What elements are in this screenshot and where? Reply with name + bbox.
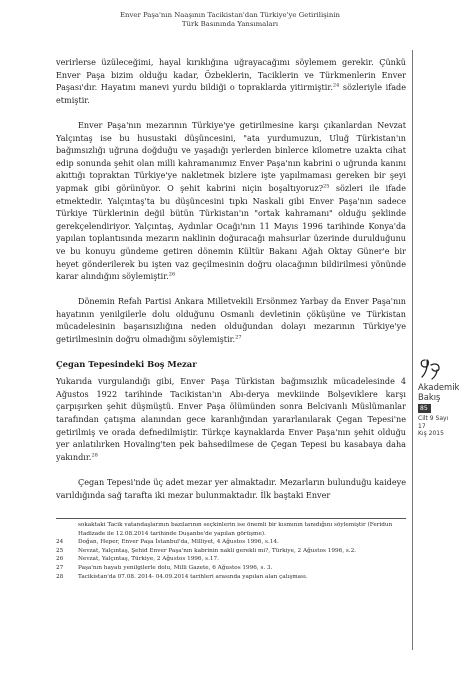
paragraph-2: [56, 119, 406, 283]
footnote-text: Doğan, Heper, Enver Paşa İstanbul'da, Milliyet, 4 Ağustos 1996, s.14.: [78, 539, 279, 546]
paragraph-3: [56, 295, 406, 345]
footnote-number: 27: [56, 564, 64, 571]
journal-logo-icon: [418, 357, 444, 381]
footnote-text: Tacikistan'da 07.08. 2014- 04.09.2014 tarihleri arasında yapılan alan çalışması.: [78, 573, 308, 580]
journal-date: Kış 2015: [418, 430, 444, 438]
paragraph-1: [56, 56, 406, 106]
p1-tail: sözleriyle ifade etmiştir.: [56, 82, 407, 105]
footnote-ref-24[interactable]: 24: [332, 82, 340, 89]
footnote-ref-27[interactable]: 27: [235, 334, 242, 341]
footnote-25: [56, 547, 406, 556]
journal-name: Akademik Bakış: [418, 382, 459, 402]
running-head-line2: Türk Basınında Yansımaları: [181, 20, 279, 28]
paragraph-4: [56, 375, 406, 463]
footnote-26: [56, 555, 406, 564]
footnote-number: 25: [56, 547, 64, 554]
journal-badge: [418, 357, 459, 438]
p4-text: Yukarıda vurgulandığı gibi, Enver Paşa Türkistan bağımsızlık mücadelesinde 4 Ağustos 1922 tarihinde Tacikistan'ın Abı-derya mevkiinde Bolşeviklere karşı çarpışırken şehit düşmüştü. Enver Paşa ölümünden sonra Belcivanlı Müslümanlar tarafından çatışma alanından gece karanlığından yararlanılarak Çegan Tepesi'ne getirilmiş ve orada defnedilmiştir. Türkçe kaynaklarda Enver Paşa'nın şehit olduğu yer anlatılırken Hovaling'ten pek bahsedilmese de Çegan Tepesi bu kasabaya daha yakındır.: [56, 376, 406, 462]
footnote-text: Nevzat, Yalçıntaş, Şehid Enver Paşa'nın kabrinin nakli gerekli mi?, Türkiye, 2 Ağustos 1996, s.2.: [78, 547, 356, 554]
p3-text: Dönemin Refah Partisi Ankara Milletvekili Ersönmez Yarbay da Enver Paşa'nın hayatının yenilgilerle dolu olduğunu Osmanlı devletinin çöküşüne ve Türkistan mücadelesinin başarısızlığına neden olduğundan dolayı mezarının Türkiye'ye getirilmesinin doğru olmadığını söylemiştir.: [56, 296, 406, 345]
footnote-number: 28: [56, 573, 64, 580]
p2-mid: sözleri ile ifade etmektedir. Yalçıntaş'ta bu düşüncesini tıpkı Naskali gibi Enver Paşa'nın sadece Türkiye Türklerinin değil bütün Türkistan'ın "ortak kahramanı" olduğu şeklinde gerekçelendiriyor. Yalçıntaş, Aydınlar Ocağı'nın 11 Mayıs 1996 tarihinde Konya'da yapılan toplantısında mezarın naklinin doğuracağı mahsurlar üzerinde durulduğunu ve bu konuyu gündeme getiren dönemin Kültür Bakanı Ağah Oktay Güner'e bir heyet gönderilerek bu işten vaz geçilmesinin doğru olacağının bildirilmesi yönünde karar alındığını söylemiştir.: [56, 182, 407, 282]
article-body: [56, 56, 406, 514]
margin-rule: [412, 50, 413, 650]
footnote-28: [56, 573, 406, 582]
running-head-line1: Enver Paşa'nın Naaşının Tacikistan'dan Türkiye'ye Getirilişinin: [120, 11, 340, 19]
running-head: [60, 11, 400, 29]
p1-text: verirlerse üzüleceğimi, hayal kırıklığına uğrayacağımı söylemem gerekir. Çünkü Enver Paşa bizim olduğu kadar, Özbeklerin, Taciklerin ve Türkmenlerin Enver Paşası'dır. Hayatını manevi yurdu bildiği o topraklarda yitirmiştir.: [56, 57, 406, 93]
paragraph-5: [56, 476, 406, 501]
footnote-continuation: sokaktaki Tacik vatandaşlarının bazılarının seçkinlerin ise önemli bir kısmının tanıdığını söylemiştir (Feridun Hadizade ile 12.08.2014 tarihinde Duşanbe'de yapılan görüşme).: [78, 522, 393, 537]
journal-volume: Cilt 9 Sayı 17: [418, 415, 449, 430]
footnote-ref-28[interactable]: 28: [91, 452, 98, 459]
footnote-text: Paşa'nın hayatı yenilgilerle dolu, Milli Gazete, 6 Ağustos 1996, s. 3.: [78, 564, 273, 571]
page-number: 85: [418, 404, 431, 413]
section-heading: Çegan Tepesindeki Boş Mezar: [56, 359, 197, 370]
footnotes: [56, 518, 406, 581]
p5-text: Çegan Tepesi'nde üç adet mezar yer almaktadır. Mezarların bulunduğu kaideye varıldığında sağ tarafta iki mezar bulunmaktadır. İlk baştaki Enver: [56, 477, 406, 500]
p2-text: Enver Paşa'nın mezarının Türkiye'ye getirilmesine karşı çıkanlardan Nevzat Yalçıntaş ise bu husustaki düşüncesini, "ata yurdumuzun, Uluğ Türkistan'ın bağımsızlığı uğruna doğduğu ve yaşadığı yerlerden binlerce kilometre uzakta cihat edip sonunda şehit olan milli kahramanımız Enver Paşa'nın kabrini o uğrunda kanını akıttığı topraktan Türkiye'ye nakletmek bizlere işte yapılmaması gereken bir şeyi yapmak gibi görünüyor. O şehit kabrini niçin boşaltıyoruz?: [56, 119, 406, 193]
footnote-number: 26: [56, 556, 64, 563]
footnote-number: 24: [56, 539, 64, 546]
footnote-24: [56, 538, 406, 547]
footnote-text: Nevzat, Yalçıntaş, Türkiye, 2 Ağustos 1996, s.17.: [78, 556, 219, 563]
footnote-ref-26[interactable]: 26: [168, 271, 176, 278]
footnote-27: [56, 564, 406, 573]
footnote-ref-25[interactable]: 25: [323, 183, 330, 190]
